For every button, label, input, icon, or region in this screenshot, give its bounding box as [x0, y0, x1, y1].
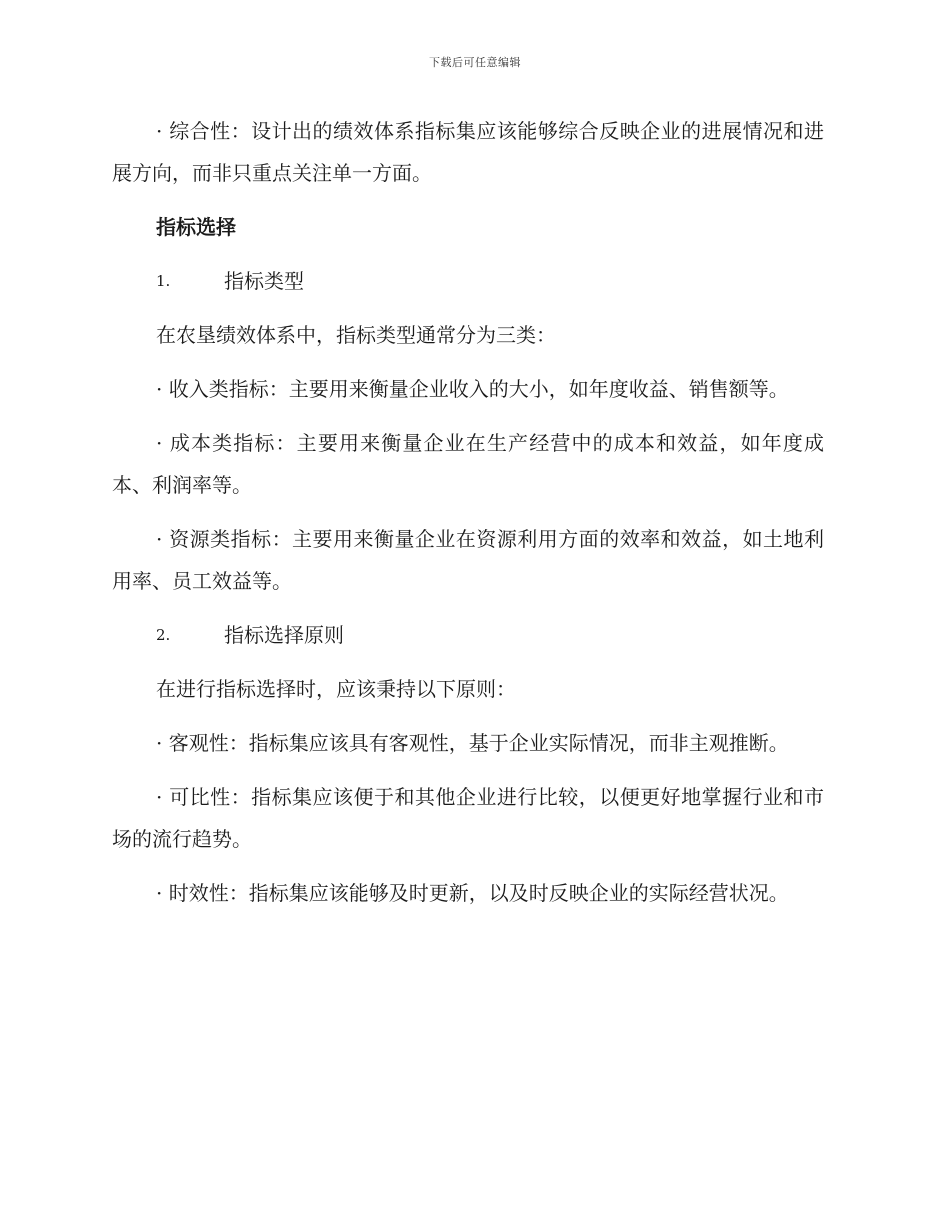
item-title: 指标选择原则: [224, 623, 344, 647]
numbered-item-1: [156, 260, 824, 302]
paragraph-comprehensiveness: · 综合性：设计出的绩效体系指标集应该能够综合反映企业的进展情况和进展方向，而非只重点关注单一方面。: [112, 119, 824, 185]
page-header: 下载后可任意编辑: [429, 56, 521, 69]
document-body: [112, 110, 824, 926]
paragraph-comparability: · 可比性：指标集应该便于和其他企业进行比较，以便更好地掌握行业和市场的流行趋势。: [112, 785, 824, 851]
paragraph-timeliness: · 时效性：指标集应该能够及时更新，以及时反映企业的实际经营状况。: [156, 881, 789, 905]
item-number: 2.: [156, 626, 171, 644]
paragraph-resource-indicators: · 资源类指标：主要用来衡量企业在资源利用方面的效率和效益，如土地利用率、员工效益等。: [112, 527, 824, 593]
section-heading: 指标选择: [156, 215, 236, 239]
paragraph-indicator-types: 在农垦绩效体系中，指标类型通常分为三类：: [156, 323, 556, 347]
paragraph-income-indicators: · 收入类指标：主要用来衡量企业收入的大小，如年度收益、销售额等。: [156, 377, 789, 401]
paragraph-objectivity: · 客观性：指标集应该具有客观性，基于企业实际情况，而非主观推断。: [156, 731, 789, 755]
item-number: 1.: [156, 272, 171, 290]
item-title: 指标类型: [224, 269, 304, 293]
paragraph-selection-principles: 在进行指标选择时，应该秉持以下原则：: [156, 677, 516, 701]
paragraph-cost-indicators: · 成本类指标：主要用来衡量企业在生产经营中的成本和效益，如年度成本、利润率等。: [112, 431, 824, 497]
numbered-item-2: [156, 614, 824, 656]
